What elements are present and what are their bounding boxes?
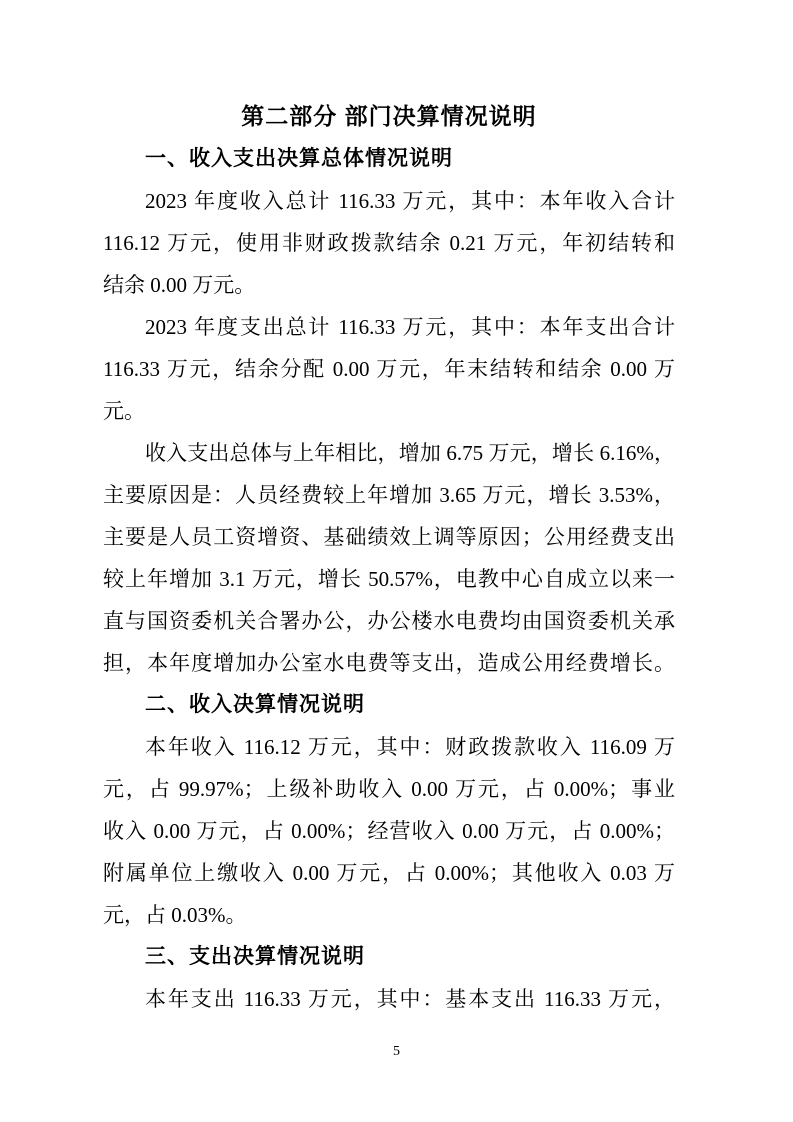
body-line: 附属单位上缴收入 0.00 万元，占 0.00%；其他收入 0.03 万 — [103, 861, 675, 885]
body-line: 主要是人员工资增资、基础绩效上调等原因；公用经费支出 — [103, 525, 675, 549]
body-line: 收入支出总体与上年相比，增加 6.75 万元，增长 6.16%， — [145, 441, 675, 465]
body-line: 元。 — [103, 399, 145, 423]
body-line: 直与国资委机关合署办公，办公楼水电费均由国资委机关承 — [103, 609, 675, 633]
body-line: 2023 年度收入总计 116.33 万元，其中：本年收入合计 — [145, 189, 675, 213]
paragraph — [103, 978, 675, 1020]
paragraph — [103, 180, 675, 306]
paragraph — [103, 306, 675, 432]
body-line: 2023 年度支出总计 116.33 万元，其中：本年支出合计 — [145, 315, 675, 339]
section-heading-2: 二、收入决算情况说明 — [145, 693, 365, 716]
body-line: 元，占 99.97%；上级补助收入 0.00 万元，占 0.00%；事业 — [103, 777, 675, 801]
body-line: 担，本年度增加办公室水电费等支出，造成公用经费增长。 — [103, 651, 675, 675]
body-line: 本年支出 116.33 万元，其中：基本支出 116.33 万元， — [145, 987, 675, 1011]
body-line: 116.33 万元，结余分配 0.00 万元，年末结转和结余 0.00 万 — [103, 357, 675, 381]
section-heading-3: 三、支出决算情况说明 — [145, 945, 365, 968]
body-line: 结余 0.00 万元。 — [103, 273, 256, 297]
body-line: 主要原因是：人员经费较上年增加 3.65 万元，增长 3.53%， — [103, 483, 675, 507]
paragraph — [103, 432, 675, 684]
body-line: 本年收入 116.12 万元，其中：财政拨款收入 116.09 万 — [145, 735, 675, 759]
page-title: 第二部分 部门决算情况说明 — [241, 103, 537, 129]
body-line: 较上年增加 3.1 万元，增长 50.57%，电教中心自成立以来一 — [103, 567, 675, 591]
section-heading-1: 一、收入支出决算总体情况说明 — [145, 147, 453, 170]
page-number: 5 — [393, 1044, 400, 1059]
paragraph — [103, 726, 675, 936]
body-line: 元，占 0.03%。 — [103, 903, 247, 927]
body-line: 收入 0.00 万元，占 0.00%；经营收入 0.00 万元，占 0.00%； — [103, 819, 675, 843]
body-line: 116.12 万元，使用非财政拨款结余 0.21 万元，年初结转和 — [103, 231, 675, 255]
